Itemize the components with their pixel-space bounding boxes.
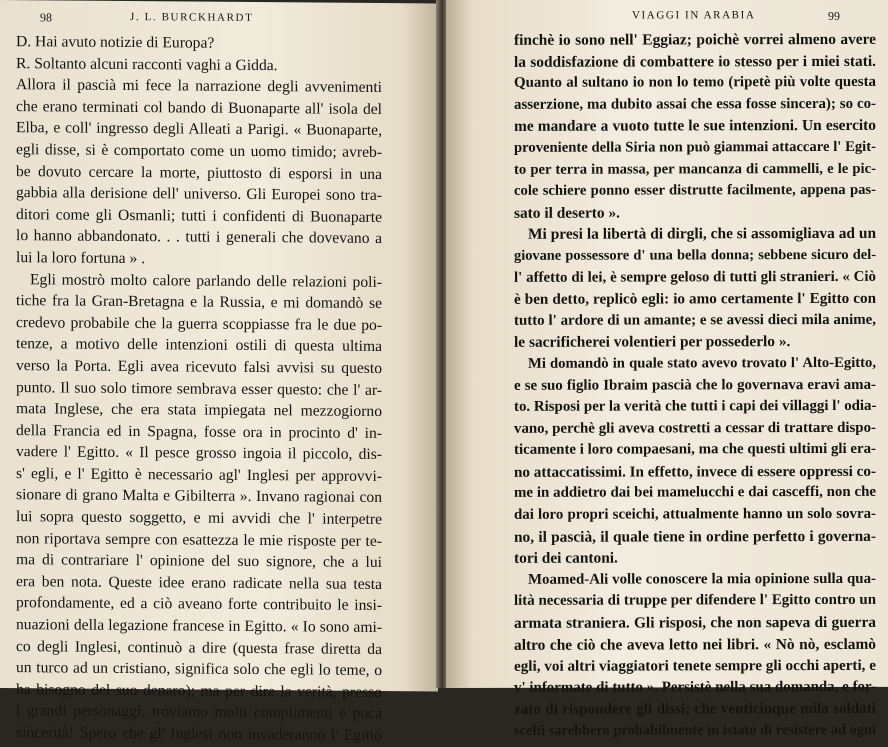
right-page-text-line: tutto l' ardore di un amante; e se avessi dieci mila anime,: [514, 311, 876, 329]
left-page-text-line: i grandi personaggi, troviamo molti complimenti e poca: [16, 702, 382, 723]
left-page-text-line: ma di contrariare l' opinione del suo signore, che a lui: [16, 551, 382, 572]
left-page-text-line: lo hanno abbandonato. . . tutti i generali che dovevano a: [16, 227, 382, 248]
left-page-text-line: punto. Il suo solo timore sembrava esser questo: che l' ar-: [16, 378, 382, 399]
left-page-number: 98: [40, 10, 52, 25]
right-page-number: 99: [828, 8, 840, 23]
left-page-text-line: non riportava sempre con esattezza le mie risposte per te-: [16, 529, 382, 550]
right-running-head: VIAGGI IN ARABIA: [632, 9, 756, 22]
left-page-text-line: co degli Inglesi, continuò a dire (questa frase diretta da: [16, 637, 382, 658]
right-page-text-line: v' informate di tutto ». Persistè nella sua domanda, e for-: [514, 678, 876, 696]
right-page-text-line: zato di rispondere gli dissi; che venticinque mila soldati: [514, 700, 876, 719]
left-page-text-line: ha bisogno del suo denaro); ma per dire la verità, presso: [16, 680, 382, 701]
left-page-text-line: un turco ad un cristiano, significa solo che egli lo teme, o: [16, 659, 382, 680]
left-page-text-line: lui la loro fortuna » .: [16, 249, 146, 268]
right-page-text-line: sato il deserto ».: [514, 204, 621, 222]
left-page-text-line: egli disse, si è comportato come un uomo timido; avreb-: [16, 141, 382, 161]
left-page-text-line: mata Inglese, che era stata impiegata nel mezzogiorno: [16, 400, 382, 421]
right-page-text-line: lità necessaria di truppe per difendere l' Egitto contro un: [514, 592, 876, 610]
right-page-text-line: egli, voi altri viaggiatori tenete sempre gli occhi aperti, e: [514, 657, 876, 676]
right-page-text-line: asserzione, ma dubito assai che essa fosse sincera); so co-: [514, 95, 876, 113]
right-page-text-line: tori dei cantoni.: [514, 549, 618, 568]
right-page-text-line: altro che ciò che aveva letto nei libri. « Nò nò, esclamò: [514, 635, 876, 654]
right-page-text-line: dai loro propri sceichi, attualmente hanno un solo sovra-: [514, 505, 876, 523]
left-page-text-line: credevo probabile che la guerra scoppiasse fra le due po-: [16, 313, 382, 334]
right-page-text-line: no, il pascià, il quale tiene in ordine perfetto i governa-: [514, 527, 876, 546]
right-page-text-line: cole schiere ponno esser distrutte facilmente, appena pas-: [514, 182, 876, 199]
left-page-text-line: profondamente, ed a ciò aveano forte contribuito le insi-: [16, 594, 382, 615]
right-page-text-line: le sacrificherei volentieri per possederlo ».: [514, 333, 791, 352]
left-page-text-line: Egli mostrò molto calore parlando delle relazioni poli-: [30, 270, 382, 291]
right-page-text-line: l' affetto di lei, è sempre geloso di tutti gli stranieri. « Ciò: [514, 268, 876, 286]
right-page-text-line: giovane possessore d' una bella donna; sebbene sicuro del-: [514, 246, 876, 264]
left-page-text: [16, 31, 382, 746]
left-page-text-line: Allora il pascià mi fece la narrazione degli avvenimenti: [16, 76, 382, 97]
right-page-text-line: armata straniera. Gli risposi, che non sapeva di guerra: [514, 613, 876, 632]
left-running-head: J. L. BURCKHARDT: [130, 11, 254, 24]
left-page-text-line: ditori come gli Osmanli; tutti i confidenti di Buonaparte: [16, 205, 382, 226]
right-page-text-line: to. Risposi per la verità che tutti i capi dei villaggi l' odia-: [514, 397, 877, 415]
right-page-text-line: ticamente i loro compaesani, ma che questi ultimi gli era-: [514, 441, 877, 459]
left-page-text-line: D. Hai avuto notizie di Europa?: [16, 33, 215, 52]
left-page-text-line: lui sopra questo soggetto, e mi avvidi che l' interpetre: [16, 508, 382, 529]
right-page-text-line: Moamed-Ali volle conoscere la mia opinione sulla qua-: [528, 570, 876, 588]
right-page-text-line: proveniente della Siria non può giammai attaccare l' Egit-: [514, 138, 876, 156]
right-page-text-line: Mi domandò in quale stato avevo trovato l' Alto-Egitto,: [528, 354, 876, 372]
left-page-text-line: gabbia alla derisione dell' universo. Gli Europei sono tra-: [16, 184, 382, 205]
left-page-text-line: verso la Porta. Egli avea ricevuto falsi avvisi su questo: [16, 357, 382, 377]
left-page-text-line: sionare di grano Malta e Gibilterra ». Invano ragionai con: [16, 486, 382, 507]
right-page-text-line: me in addietro dai bei mamelucchi e dai casceffi, non che: [514, 484, 876, 502]
left-page-text-line: R. Soltanto alcuni racconti vaghi a Gidda.: [16, 54, 278, 74]
right-page-text-line: la soddisfazione di combattere io stesso per i miei stati.: [514, 52, 876, 71]
left-page-text-line: Elba, e coll' ingresso degli Alleati a Parigi. « Buonaparte,: [16, 119, 382, 140]
right-page-text: [514, 29, 876, 743]
left-page: [0, 0, 438, 745]
right-page-text-line: me mandare a vuoto tutte le sue intenzioni. Un esercito: [514, 117, 876, 136]
right-page-text-line: è ben detto, replicò egli: io amo certamente l' Egitto con: [514, 289, 876, 308]
left-page-text-line: tiche fra la Gran-Bretagna e la Russia, e mi domandò se: [16, 292, 382, 313]
right-page-text-line: finchè io sono nell' Eggiaz; poichè vorrei almeno avere: [514, 30, 876, 49]
left-page-text-line: s' egli, e l' Egitto è necessario agl' Inglesi per approvvi-: [16, 465, 382, 485]
left-page-text-line: be dovuto cercare la morte, piuttosto di esporsi in una: [16, 162, 382, 183]
right-page-text-line: vano, perchè gli aveva costretti a cessar di trattare dispo-: [514, 419, 876, 437]
left-page-text-line: tenze, a motivo delle intenzioni ostili di questa ultima: [16, 335, 382, 356]
left-page-text-line: vadere l' Egitto. « Il pesce grosso ingoia il piccolo, dis-: [16, 443, 382, 464]
right-page: [446, 0, 888, 739]
left-page-text-line: sincerità! Spero che gl' Inglesi non invaderanno l' Egitto: [16, 724, 382, 745]
left-page-text-line: era ben nota. Queste idee erano radicate nella sua testa: [16, 572, 382, 593]
right-page-text-line: to per terra in massa, per mancanza di cammelli, e le pic-: [514, 160, 876, 178]
right-page-text-line: Quanto al sultano io non lo temo (ripetè più volte questa: [514, 74, 876, 92]
left-page-text-line: nuazioni della legazione francese in Egitto. « Io sono ami-: [16, 616, 382, 637]
right-page-text-line: no attaccatissimi. In effetto, invece di essere oppressi co-: [514, 462, 876, 481]
right-page-text-line: scelti sarebbero probabilmente in istato di resistere ad ogni: [514, 721, 876, 739]
left-page-text-line: della Francia ed in Spagna, fosse ora in procinto d' in-: [16, 421, 382, 442]
left-page-text-line: che erano terminati col bando di Buonaparte all' isola del: [16, 97, 382, 118]
right-page-text-line: Mi presi la libertà di dirgli, che si assomigliava ad un: [528, 225, 876, 244]
right-page-text-line: e se suo figlio Ibraim pascià che lo governava eravi ama-: [514, 376, 876, 394]
